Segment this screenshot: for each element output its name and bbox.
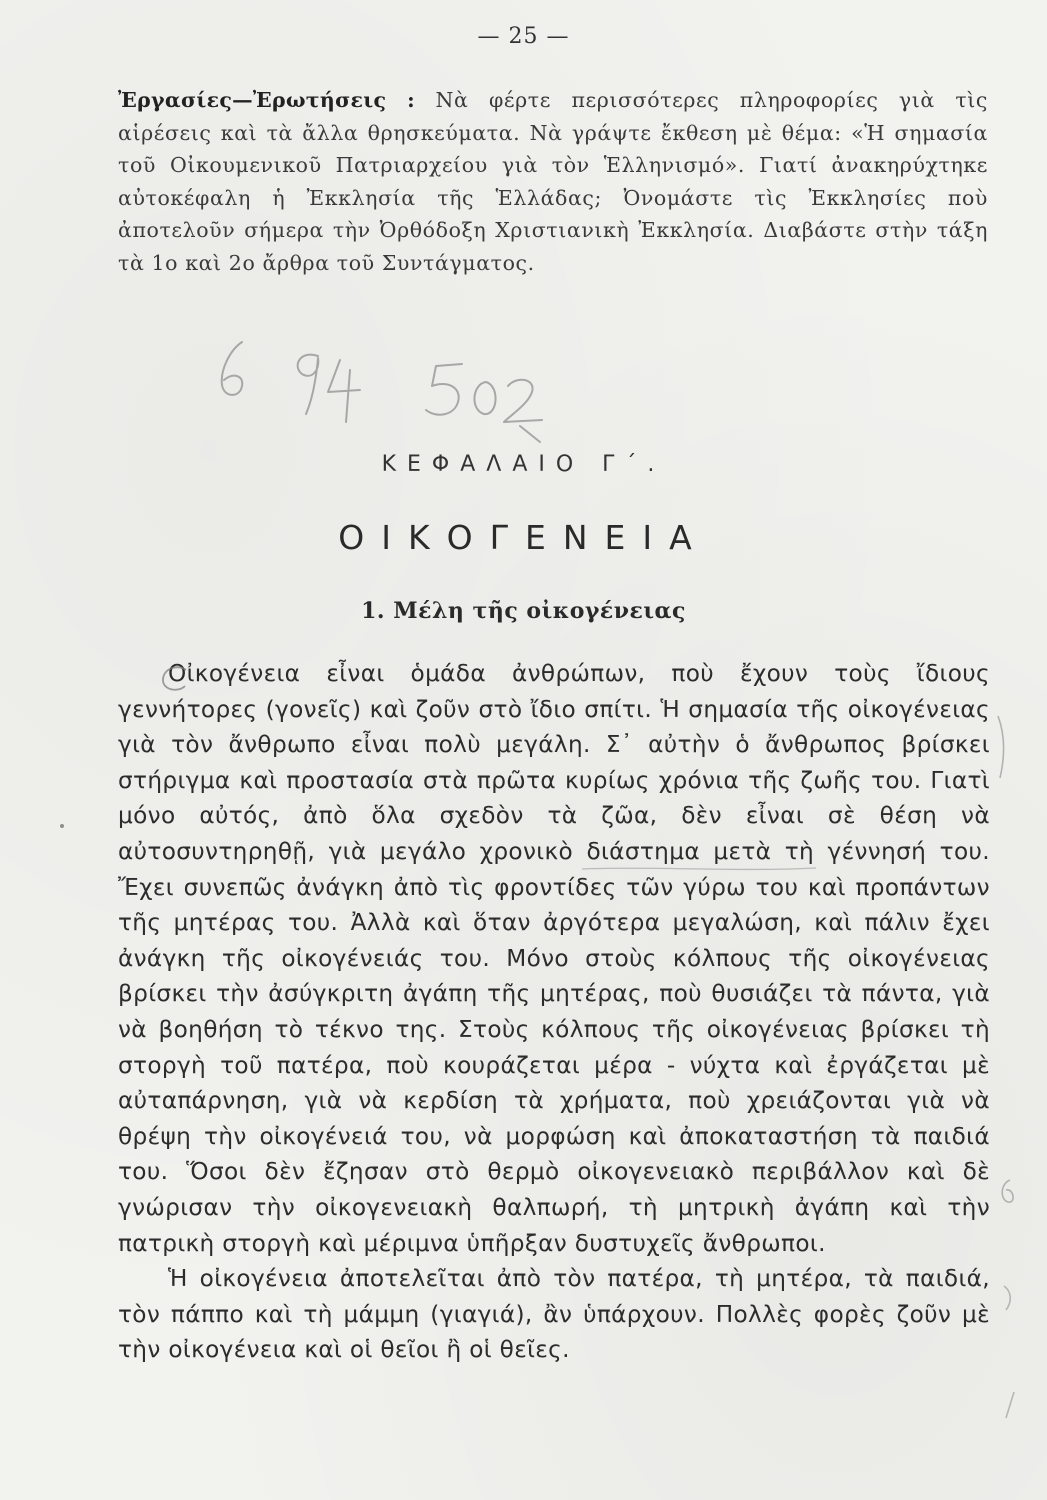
chapter-label: ΚΕΦΑΛΑΙΟ Γ΄.: [381, 452, 666, 477]
pencil-bracket-mark: [992, 712, 1016, 782]
exercises-paragraph: [118, 84, 988, 279]
pencil-slash-mark: [1000, 1388, 1020, 1422]
pencil-curl-mark: [996, 1176, 1018, 1210]
body-paragraph-2: Ἡ οἰκογένεια ἀποτελεῖται ἀπὸ τὸν πατέρα, τὴ μητέρα, τὰ παιδιά, τὸν πάππο καὶ τὴ μάμμη (γιαγιά), ἂν ὑπάρχουν. Πολλὲς φορὲς ζοῦν μὲ τὴν οἰκογένεια καὶ οἱ θεῖοι ἢ οἱ θεῖες.: [118, 1265, 990, 1364]
pencil-dot-mark: [56, 820, 68, 832]
exercises-text: Νὰ φέρτε περισσότερες πληροφορίες γιὰ τὶς αἱρέσεις καὶ τὰ ἄλλα θρησκεύματα. Νὰ γράψτε ἔκθεση μὲ θέμα: «Ἡ σημασία τοῦ Οἰκουμενικοῦ Πατριαρχείου γιὰ τὸν Ἑλληνισμό». Γιατί ἀνακηρύχτηκε αὐτοκέφαλη ἡ Ἐκκλησία τῆς Ἑλλάδας; Ὀνομάστε τὶς Ἐκκλησίες ποὺ ἀποτελοῦν σήμερα τὴν Ὀρθόδοξη Χριστιανικὴ Ἐκκλησία. Διαβάστε στὴν τάξη τὰ 1ο καὶ 2ο ἄρθρα τοῦ Συντάγματος.: [118, 88, 989, 275]
pencil-underline-mark: [580, 864, 820, 874]
chapter-title: ΟΙΚΟΓΕΝΕΙΑ: [338, 518, 709, 557]
pencil-end-mark: [1000, 1282, 1020, 1312]
section-title: 1. Μέλη τῆς οἰκογένειας: [361, 598, 686, 624]
handwritten-note-text: 6 94 502: [200, 330, 205, 331]
exercises-heading: Ἐργασίες—Ἐρωτήσεις :: [118, 88, 415, 112]
page-number: — 25 —: [477, 24, 570, 49]
pencil-circle-mark: [158, 662, 192, 696]
body-text: [118, 656, 990, 1368]
body-paragraph-1: Οἰκογένεια εἶναι ὁμάδα ἀνθρώπων, ποὺ ἔχουν τοὺς ἴδιους γεννήτορες (γονεῖς) καὶ ζοῦν στὸ ἴδιο σπίτι. Ἡ σημασία τῆς οἰκογένειας γιὰ τὸν ἄνθρωπο εἶναι πολὺ μεγάλη. Σ᾽ αὐτὴν ὁ ἄνθρωπος βρίσκει στήριγμα καὶ προστασία στὰ πρῶτα κυρίως χρόνια τῆς ζωῆς του. Γιατὶ μόνο αὐτός, ἀπὸ ὅλα σχεδὸν τὰ ζῶα, δὲν εἶναι σὲ θέση νὰ αὐτοσυντηρηθῇ, γιὰ μεγάλο χρονικὸ διάστημα μετὰ τὴ γέννησή του. Ἔχει συνεπῶς ἀνάγκη ἀπὸ τὶς φροντίδες τῶν γύρω του καὶ προπάντων τῆς μητέρας του. Ἀλλὰ καὶ ὅταν ἀργότερα μεγαλώση, καὶ πάλιν ἔχει ἀνάγκη τῆς οἰκογένειάς του. Μόνο στοὺς κόλπους τῆς οἰκογένειας βρίσκει τὴν ἀσύγκριτη ἀγάπη τῆς μητέρας, ποὺ θυσιάζει τὰ πάντα, γιὰ νὰ βοηθήση τὸ τέκνο της. Στοὺς κόλπους τῆς οἰκογένειας βρίσκει τὴ στοργὴ τοῦ πατέρα, ποὺ κουράζεται μέρα - νύχτα καὶ ἐργάζεται μὲ αὐταπάρνηση, γιὰ νὰ κερδίση τὰ χρήματα, ποὺ χρειάζονται γιὰ νὰ θρέψη τὴν οἰκογένειά του, νὰ μορφώση καὶ ἀποκαταστήση τὰ παιδιά του. Ὅσοι δὲν ἔζησαν στὸ θερμὸ οἰκογενειακὸ περιβάλλον καὶ δὲ γνώρισαν τὴν οἰκογενειακὴ θαλπωρή, τὴ μητρικὴ ἀγάπη καὶ τὴν πατρικὴ στοργὴ καὶ μέριμνα ὑπῆρξαν δυστυχεῖς ἄνθρωποι.: [118, 660, 990, 1257]
handwritten-pencil-note: [200, 330, 560, 450]
